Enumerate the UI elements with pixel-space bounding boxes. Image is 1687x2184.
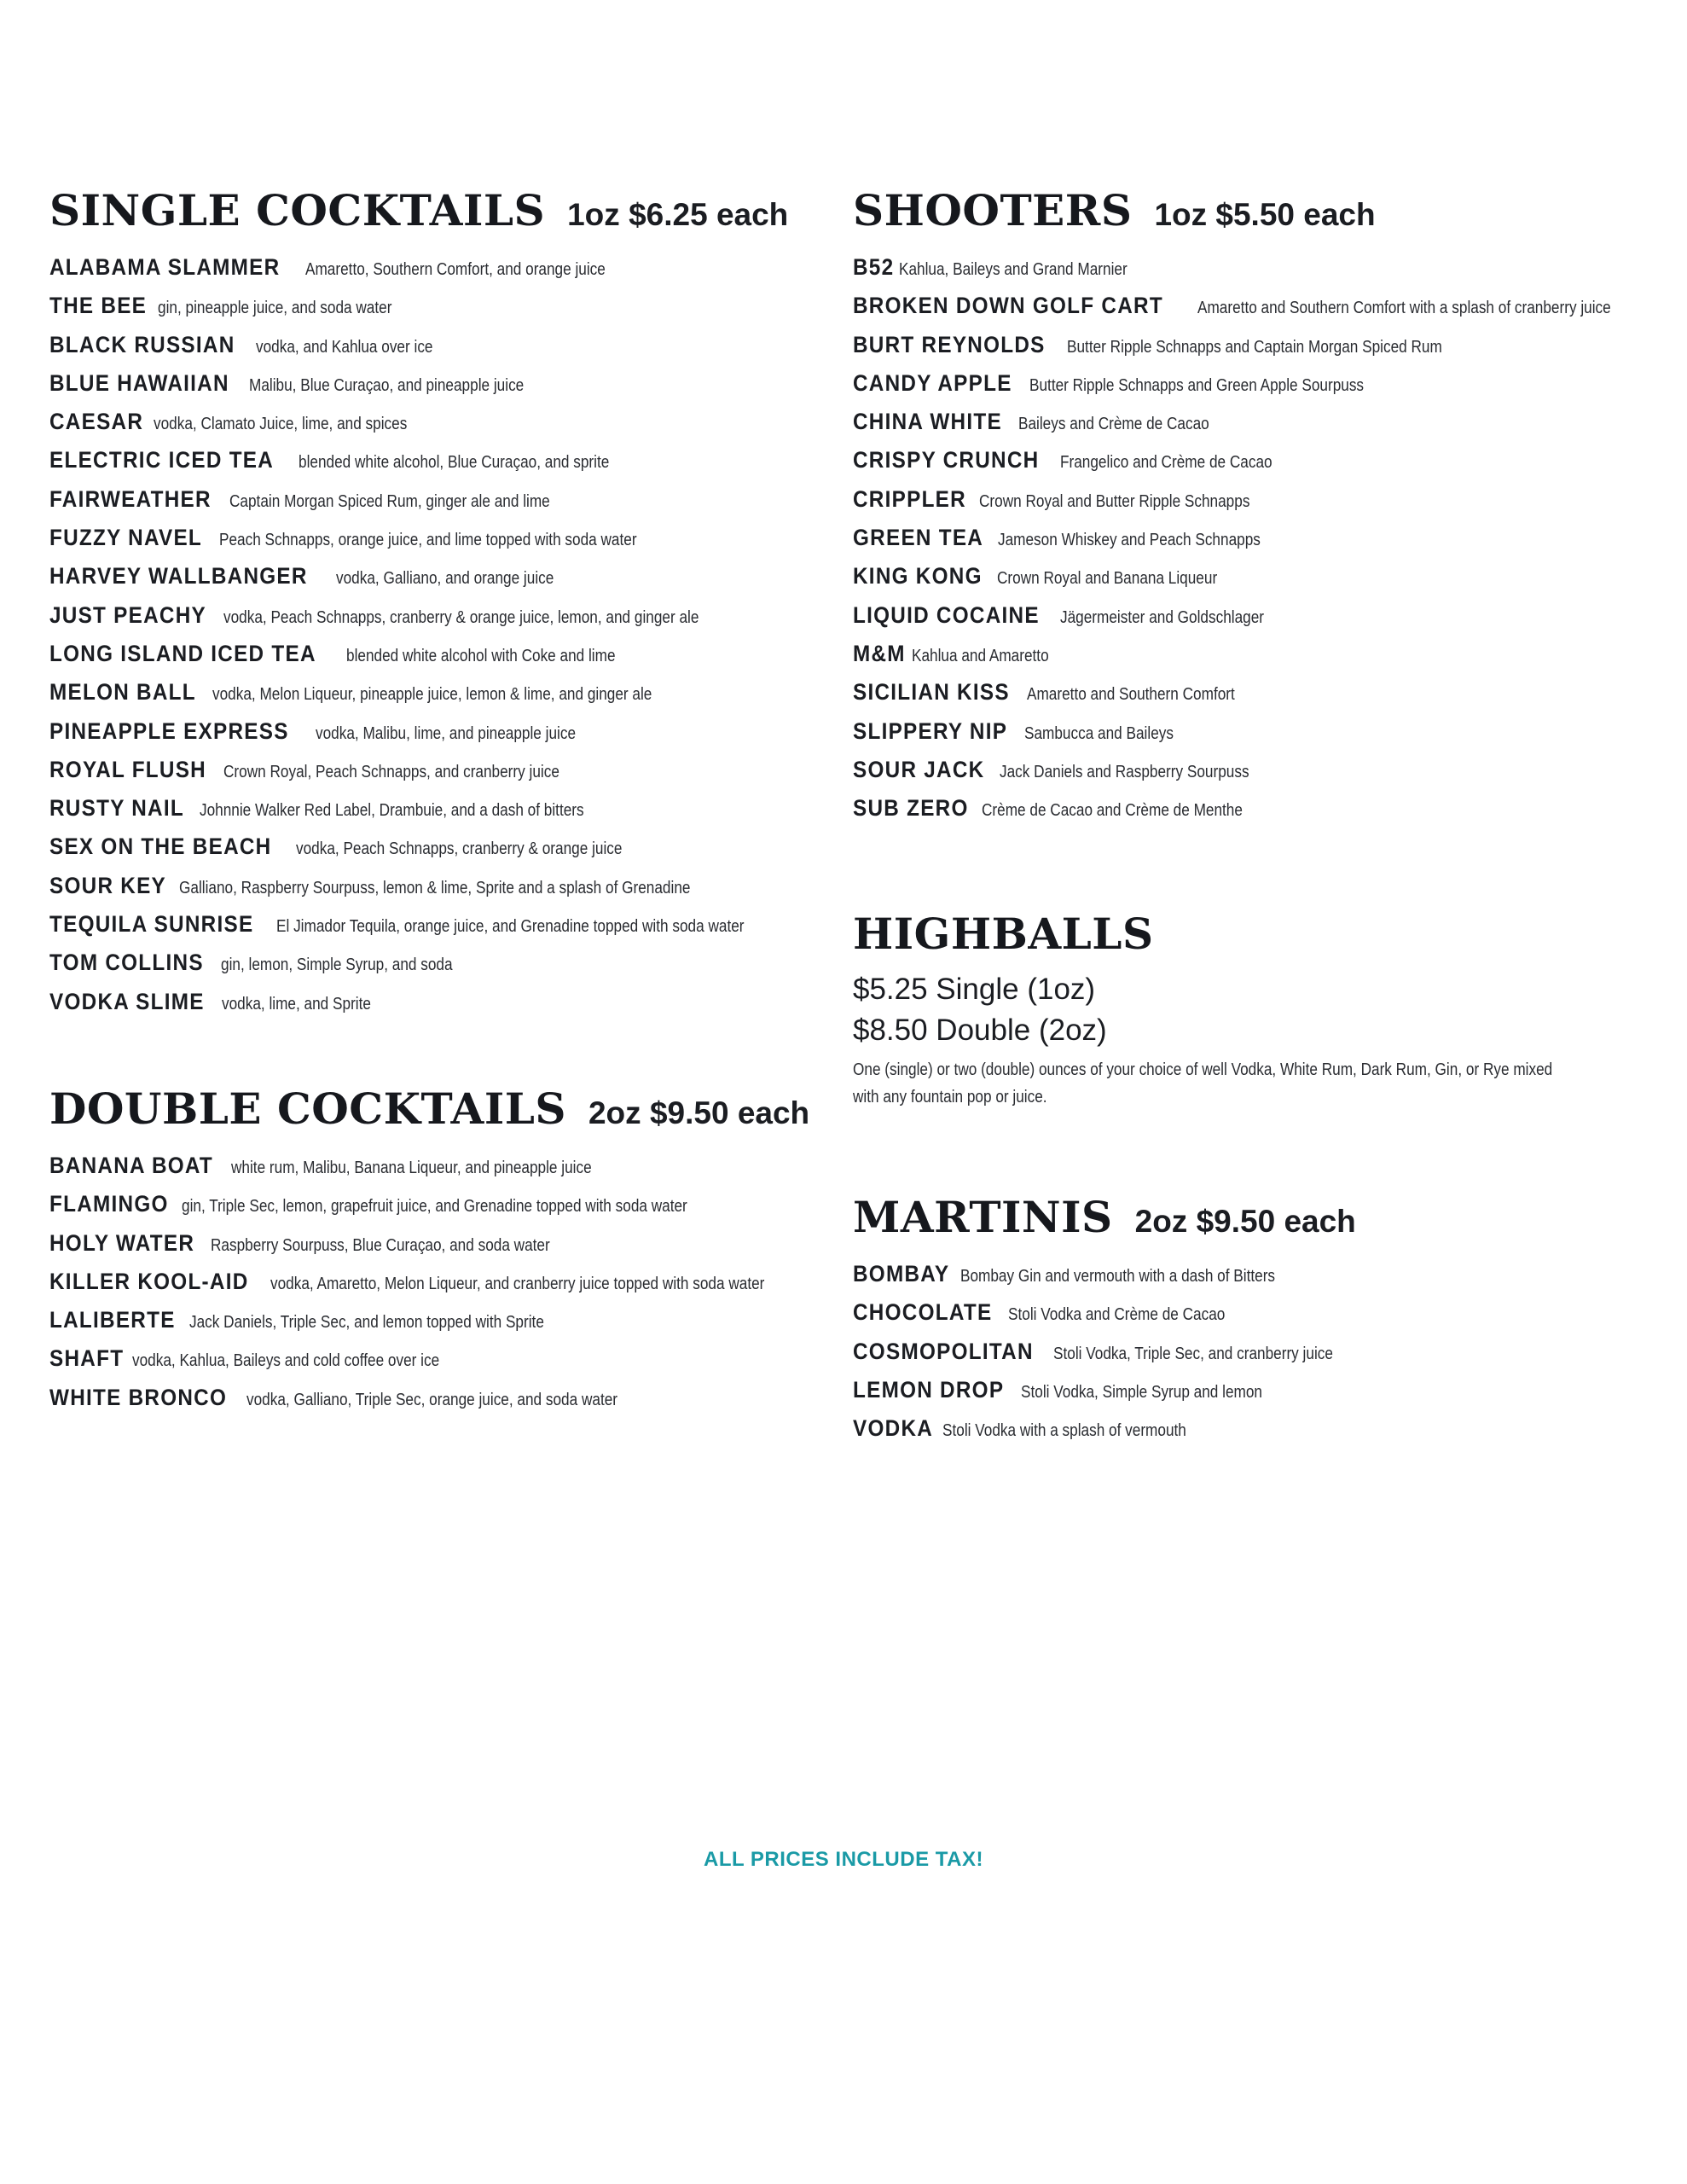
menu-item-name: THE BEE: [49, 293, 148, 319]
menu-item-name: LEMON DROP: [853, 1376, 1005, 1403]
menu-item-description: Amaretto and Southern Comfort with a splash of cranberry juice: [1197, 299, 1612, 318]
menu-item-description: gin, Triple Sec, lemon, grapefruit juice, and Grenadine topped with soda water: [182, 1197, 687, 1217]
menu-item: [853, 447, 1655, 485]
menu-item-list: [853, 1261, 1655, 1454]
menu-item-description: Jack Daniels, Triple Sec, and lemon topped with Sprite: [189, 1313, 544, 1333]
menu-item-description: vodka, Galliano, and orange juice: [336, 569, 554, 589]
section-price-note: 1oz $5.50 each: [1154, 197, 1376, 232]
menu-item: [49, 525, 826, 563]
highball-double-price: $8.50 Double (2oz): [853, 1014, 1107, 1047]
menu-item-description: vodka, lime, and Sprite: [221, 994, 371, 1014]
menu-item-description: Crown Royal and Banana Liqueur: [996, 569, 1217, 589]
menu-item: [853, 757, 1655, 795]
menu-item-description: vodka, Galliano, Triple Sec, orange juice, and soda water: [246, 1390, 618, 1409]
menu-item-description: vodka, Amaretto, Melon Liqueur, and cranberry juice topped with soda water: [270, 1274, 765, 1293]
menu-item-description: Crème de Cacao and Crème de Menthe: [981, 801, 1243, 821]
menu-item: [853, 1377, 1655, 1415]
menu-item-description: vodka, Kahlua, Baileys and cold coffee over ice: [132, 1351, 440, 1371]
menu-item-name: HOLY WATER: [49, 1229, 195, 1256]
menu-item: [853, 795, 1655, 834]
menu-item: [49, 293, 826, 331]
menu-item-name: ELECTRIC ICED TEA: [49, 447, 275, 473]
menu-item-list: [49, 254, 826, 1027]
menu-item-name: ROYAL FLUSH: [49, 756, 206, 782]
menu-item: [49, 795, 826, 834]
menu-item: [853, 679, 1655, 717]
menu-item-name: VODKA: [853, 1415, 934, 1442]
menu-item-name: SEX ON THE BEACH: [49, 834, 272, 860]
menu-item-description: Kahlua, Baileys and Grand Marnier: [898, 260, 1128, 279]
single-cocktails-header: [49, 185, 826, 235]
menu-item: [853, 602, 1655, 641]
menu-item: [853, 1299, 1655, 1338]
menu-item-name: WHITE BRONCO: [49, 1384, 228, 1410]
menu-item-name: CAESAR: [49, 409, 144, 435]
menu-item-description: Butter Ripple Schnapps and Captain Morgan Spiced Rum: [1066, 337, 1442, 357]
menu-item-list: [853, 254, 1655, 834]
menu-item: [853, 563, 1655, 601]
menu-item-description: Malibu, Blue Curaçao, and pineapple juice: [249, 375, 525, 395]
menu-item-description: Sambucca and Baileys: [1024, 723, 1174, 743]
menu-item-name: KING KONG: [853, 563, 983, 590]
menu-item-name: SICILIAN KISS: [853, 679, 1010, 706]
menu-item-name: TEQUILA SUNRISE: [49, 911, 254, 938]
menu-item: [49, 834, 826, 872]
menu-item-name: ALABAMA SLAMMER: [49, 254, 281, 280]
highballs-section: [853, 909, 1655, 1111]
menu-item-description: Amaretto, Southern Comfort, and orange juice: [305, 260, 606, 279]
menu-item-name: BURT REYNOLDS: [853, 331, 1046, 357]
menu-item: [49, 873, 826, 911]
menu-item-description: Stoli Vodka, Triple Sec, and cranberry juice: [1053, 1344, 1334, 1363]
menu-item-name: HARVEY WALLBANGER: [49, 563, 308, 590]
menu-item-name: FUZZY NAVEL: [49, 525, 203, 551]
menu-item: [49, 332, 826, 370]
menu-item-description: Peach Schnapps, orange juice, and lime topped with soda water: [218, 531, 637, 550]
menu-item-name: FLAMINGO: [49, 1191, 169, 1217]
menu-item-name: BANANA BOAT: [49, 1153, 214, 1178]
menu-item-description: gin, lemon, Simple Syrup, and soda: [220, 956, 453, 975]
menu-item-name: CANDY APPLE: [853, 369, 1012, 396]
menu-item-description: Jameson Whiskey and Peach Schnapps: [998, 531, 1261, 550]
shooters-section: [853, 185, 1655, 834]
menu-item-description: Frangelico and Crème de Cacao: [1059, 453, 1272, 473]
menu-item: [853, 254, 1655, 293]
menu-item-description: Butter Ripple Schnapps and Green Apple Sourpuss: [1029, 375, 1365, 395]
highballs-header: [853, 909, 1655, 959]
menu-item-name: TOM COLLINS: [49, 950, 204, 976]
menu-item: [49, 989, 826, 1027]
menu-item: [49, 1269, 826, 1307]
menu-item-description: Bombay Gin and vermouth with a dash of Bitters: [959, 1267, 1275, 1286]
menu-item-name: LALIBERTE: [49, 1307, 176, 1333]
menu-item: [49, 1345, 826, 1384]
menu-item: [853, 293, 1655, 331]
menu-item: [49, 1153, 826, 1191]
menu-item-name: BOMBAY: [853, 1261, 950, 1287]
menu-item-name: B52: [853, 254, 895, 280]
section-title: HIGHBALLS: [853, 909, 1154, 959]
menu-item: [853, 718, 1655, 757]
menu-item-name: M&M: [853, 640, 906, 666]
section-price-note: 2oz $9.50 each: [588, 1095, 810, 1130]
menu-item: [853, 1415, 1655, 1454]
menu-item-description: vodka, Peach Schnapps, cranberry & orange juice, lemon, and ginger ale: [223, 607, 699, 627]
menu-item: [49, 370, 826, 409]
menu-item: [49, 757, 826, 795]
menu-item-name: FAIRWEATHER: [49, 485, 212, 512]
menu-item-name: CHINA WHITE: [853, 409, 1002, 435]
menu-item-name: CHOCOLATE: [853, 1299, 993, 1326]
single-cocktails-section: [49, 185, 826, 1027]
menu-item-name: MELON BALL: [49, 679, 196, 706]
menu-item: [49, 1191, 826, 1229]
menu-item-description: Stoli Vodka with a splash of vermouth: [942, 1421, 1186, 1441]
section-title: MARTINIS: [853, 1192, 1113, 1242]
menu-item-name: BLACK RUSSIAN: [49, 331, 235, 357]
menu-item: [49, 254, 826, 293]
menu-item: [853, 409, 1655, 447]
menu-item-description: blended white alcohol with Coke and lime: [345, 646, 616, 665]
menu-item-list: [49, 1153, 826, 1423]
martinis-header: [853, 1192, 1655, 1242]
menu-item-description: Captain Morgan Spiced Rum, ginger ale and lime: [229, 491, 550, 511]
menu-item: [49, 447, 826, 485]
menu-item: [853, 332, 1655, 370]
martinis-section: [853, 1192, 1655, 1454]
section-title: SINGLE COCKTAILS: [49, 185, 546, 235]
menu-item-description: Baileys and Crème de Cacao: [1018, 415, 1210, 434]
menu-item: [49, 1230, 826, 1269]
section-price-note: 1oz $6.25 each: [567, 197, 789, 232]
menu-item-name: LONG ISLAND ICED TEA: [49, 640, 316, 666]
menu-item-name: VODKA SLIME: [49, 988, 205, 1014]
menu-item: [853, 370, 1655, 409]
menu-item-description: Kahlua and Amaretto: [911, 646, 1049, 665]
menu-item-description: Stoli Vodka and Crème de Cacao: [1007, 1305, 1225, 1325]
menu-item-description: Crown Royal, Peach Schnapps, and cranberry juice: [223, 762, 560, 781]
menu-item-description: Galliano, Raspberry Sourpuss, lemon & lime, Sprite and a splash of Grenadine: [179, 878, 691, 897]
menu-item-description: Johnnie Walker Red Label, Drambuie, and a dash of bitters: [199, 801, 584, 821]
menu-item-name: JUST PEACHY: [49, 601, 207, 628]
highballs-prices: [853, 969, 1655, 1051]
menu-item-name: SLIPPERY NIP: [853, 717, 1008, 744]
menu-item-description: El Jimador Tequila, orange juice, and Grenadine topped with soda water: [276, 917, 745, 937]
menu-item: [853, 1261, 1655, 1299]
shooters-header: [853, 185, 1655, 235]
menu-item: [49, 911, 826, 950]
menu-item-description: Raspberry Sourpuss, Blue Curaçao, and soda water: [211, 1235, 550, 1255]
menu-item-name: SOUR JACK: [853, 756, 985, 782]
highballs-description: One (single) or two (double) ounces of your choice of well Vodka, White Rum, Dark Rum, Gin, or Rye mixed with any fountain pop or juice.: [853, 1060, 1553, 1107]
menu-item: [49, 486, 826, 525]
section-price-note: 2oz $9.50 each: [1134, 1204, 1356, 1239]
menu-item-description: vodka, Clamato Juice, lime, and spices: [154, 415, 408, 434]
menu-item: [49, 641, 826, 679]
menu-item-name: GREEN TEA: [853, 525, 984, 551]
menu-item-description: white rum, Malibu, Banana Liqueur, and pineapple juice: [231, 1159, 593, 1177]
menu-item: [49, 1307, 826, 1345]
menu-item: [49, 563, 826, 601]
menu-item-description: gin, pineapple juice, and soda water: [157, 299, 392, 318]
menu-item-name: KILLER KOOL-AID: [49, 1268, 249, 1294]
menu-item-name: CRISPY CRUNCH: [853, 447, 1040, 473]
menu-item: [49, 602, 826, 641]
menu-item-name: PINEAPPLE EXPRESS: [49, 717, 289, 744]
section-title: SHOOTERS: [853, 185, 1133, 235]
menu-item-description: Jack Daniels and Raspberry Sourpuss: [999, 762, 1249, 781]
menu-item-name: RUSTY NAIL: [49, 795, 184, 822]
menu-item-description: Crown Royal and Butter Ripple Schnapps: [978, 491, 1250, 511]
tax-notice: ALL PRICES INCLUDE TAX!: [704, 1848, 983, 1871]
menu-item-name: SUB ZERO: [853, 795, 969, 822]
menu-item: [49, 409, 826, 447]
menu-item: [49, 1385, 826, 1423]
section-title: DOUBLE COCKTAILS: [49, 1083, 566, 1134]
menu-item: [853, 641, 1655, 679]
menu-item: [853, 525, 1655, 563]
menu-item-name: SOUR KEY: [49, 872, 167, 898]
menu-item-name: SHAFT: [49, 1345, 125, 1372]
menu-item-description: Stoli Vodka, Simple Syrup and lemon: [1021, 1382, 1263, 1402]
menu-item-description: Amaretto and Southern Comfort: [1027, 685, 1236, 705]
menu-item-description: blended white alcohol, Blue Curaçao, and sprite: [299, 453, 610, 473]
menu-item-description: vodka, and Kahlua over ice: [255, 337, 433, 357]
double-cocktails-section: [49, 1083, 826, 1423]
menu-item-name: BROKEN DOWN GOLF CART: [853, 293, 1163, 319]
menu-item: [49, 718, 826, 757]
menu-item-name: BLUE HAWAIIAN: [49, 369, 229, 396]
double-cocktails-header: [49, 1083, 826, 1134]
menu-item: [853, 1339, 1655, 1377]
menu-item-name: CRIPPLER: [853, 485, 966, 512]
menu-item-name: LIQUID COCAINE: [853, 601, 1040, 628]
menu-item: [853, 486, 1655, 525]
menu-item-description: vodka, Peach Schnapps, cranberry & orange juice: [296, 839, 623, 859]
menu-item-name: COSMOPOLITAN: [853, 1338, 1034, 1364]
menu-item-description: vodka, Melon Liqueur, pineapple juice, lemon & lime, and ginger ale: [212, 685, 652, 705]
menu-item-description: vodka, Malibu, lime, and pineapple juice: [315, 723, 576, 743]
highball-single-price: $5.25 Single (1oz): [853, 973, 1096, 1006]
menu-item: [49, 950, 826, 988]
menu-item: [49, 679, 826, 717]
menu-item-description: Jägermeister and Goldschlager: [1060, 607, 1265, 627]
